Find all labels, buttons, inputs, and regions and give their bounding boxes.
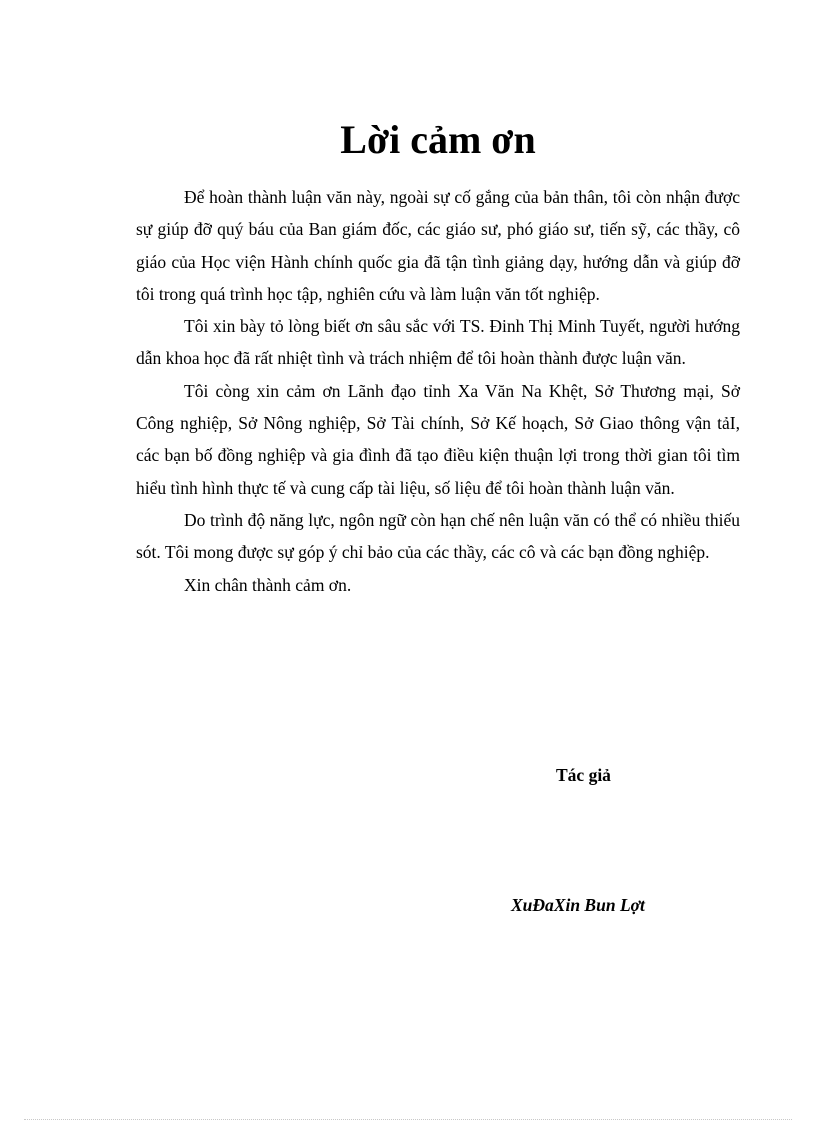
- acknowledgement-body: [136, 181, 740, 601]
- paragraph-3: Tôi còng xin cảm ơn Lãnh đạo tỉnh Xa Văn Na Khệt, Sở Thương mại, Sở Công nghiệp, Sở Nông nghiệp, Sở Tài chính, Sở Kế hoạch, Sở Giao thông vận tảI, các bạn bố đồng nghiệp và gia đình đã tạo điều kiện thuận lợi trong thời gian tôi tìm hiểu tình hình thực tế và cung cấp tài liệu, số liệu để tôi hoàn thành luận văn.: [136, 380, 740, 498]
- page-bottom-border: [24, 1119, 792, 1120]
- paragraph-2: Tôi xin bày tỏ lòng biết ơn sâu sắc với TS. Đinh Thị Minh Tuyết, người hướng dẫn khoa học đã rất nhiệt tình và trách nhiệm để tôi hoàn thành được luận văn.: [136, 316, 740, 369]
- author-name: XuĐaXin Bun Lợt: [511, 895, 645, 915]
- page-title: Lời cảm ơn: [340, 117, 536, 162]
- paragraph-1: Để hoàn thành luận văn này, ngoài sự cố gắng của bản thân, tôi còn nhận được sự giúp đỡ quý báu của Ban giám đốc, các giáo sư, phó giáo sư, tiến sỹ, các thầy, cô giáo của Học viện Hành chính quốc gia đã tận tình giảng dạy, hướng dẫn và giúp đỡ tôi trong quá trình học tập, nghiên cứu và làm luận văn tốt nghiệp.: [136, 187, 740, 304]
- paragraph-4: Do trình độ năng lực, ngôn ngữ còn hạn chế nên luận văn có thể có nhiều thiếu sót. Tôi mong được sự góp ý chỉ bảo của các thầy, các cô và các bạn đồng nghiệp.: [136, 509, 740, 563]
- author-label: Tác giả: [556, 765, 611, 785]
- paragraph-5: Xin chân thành cảm ơn.: [184, 574, 352, 595]
